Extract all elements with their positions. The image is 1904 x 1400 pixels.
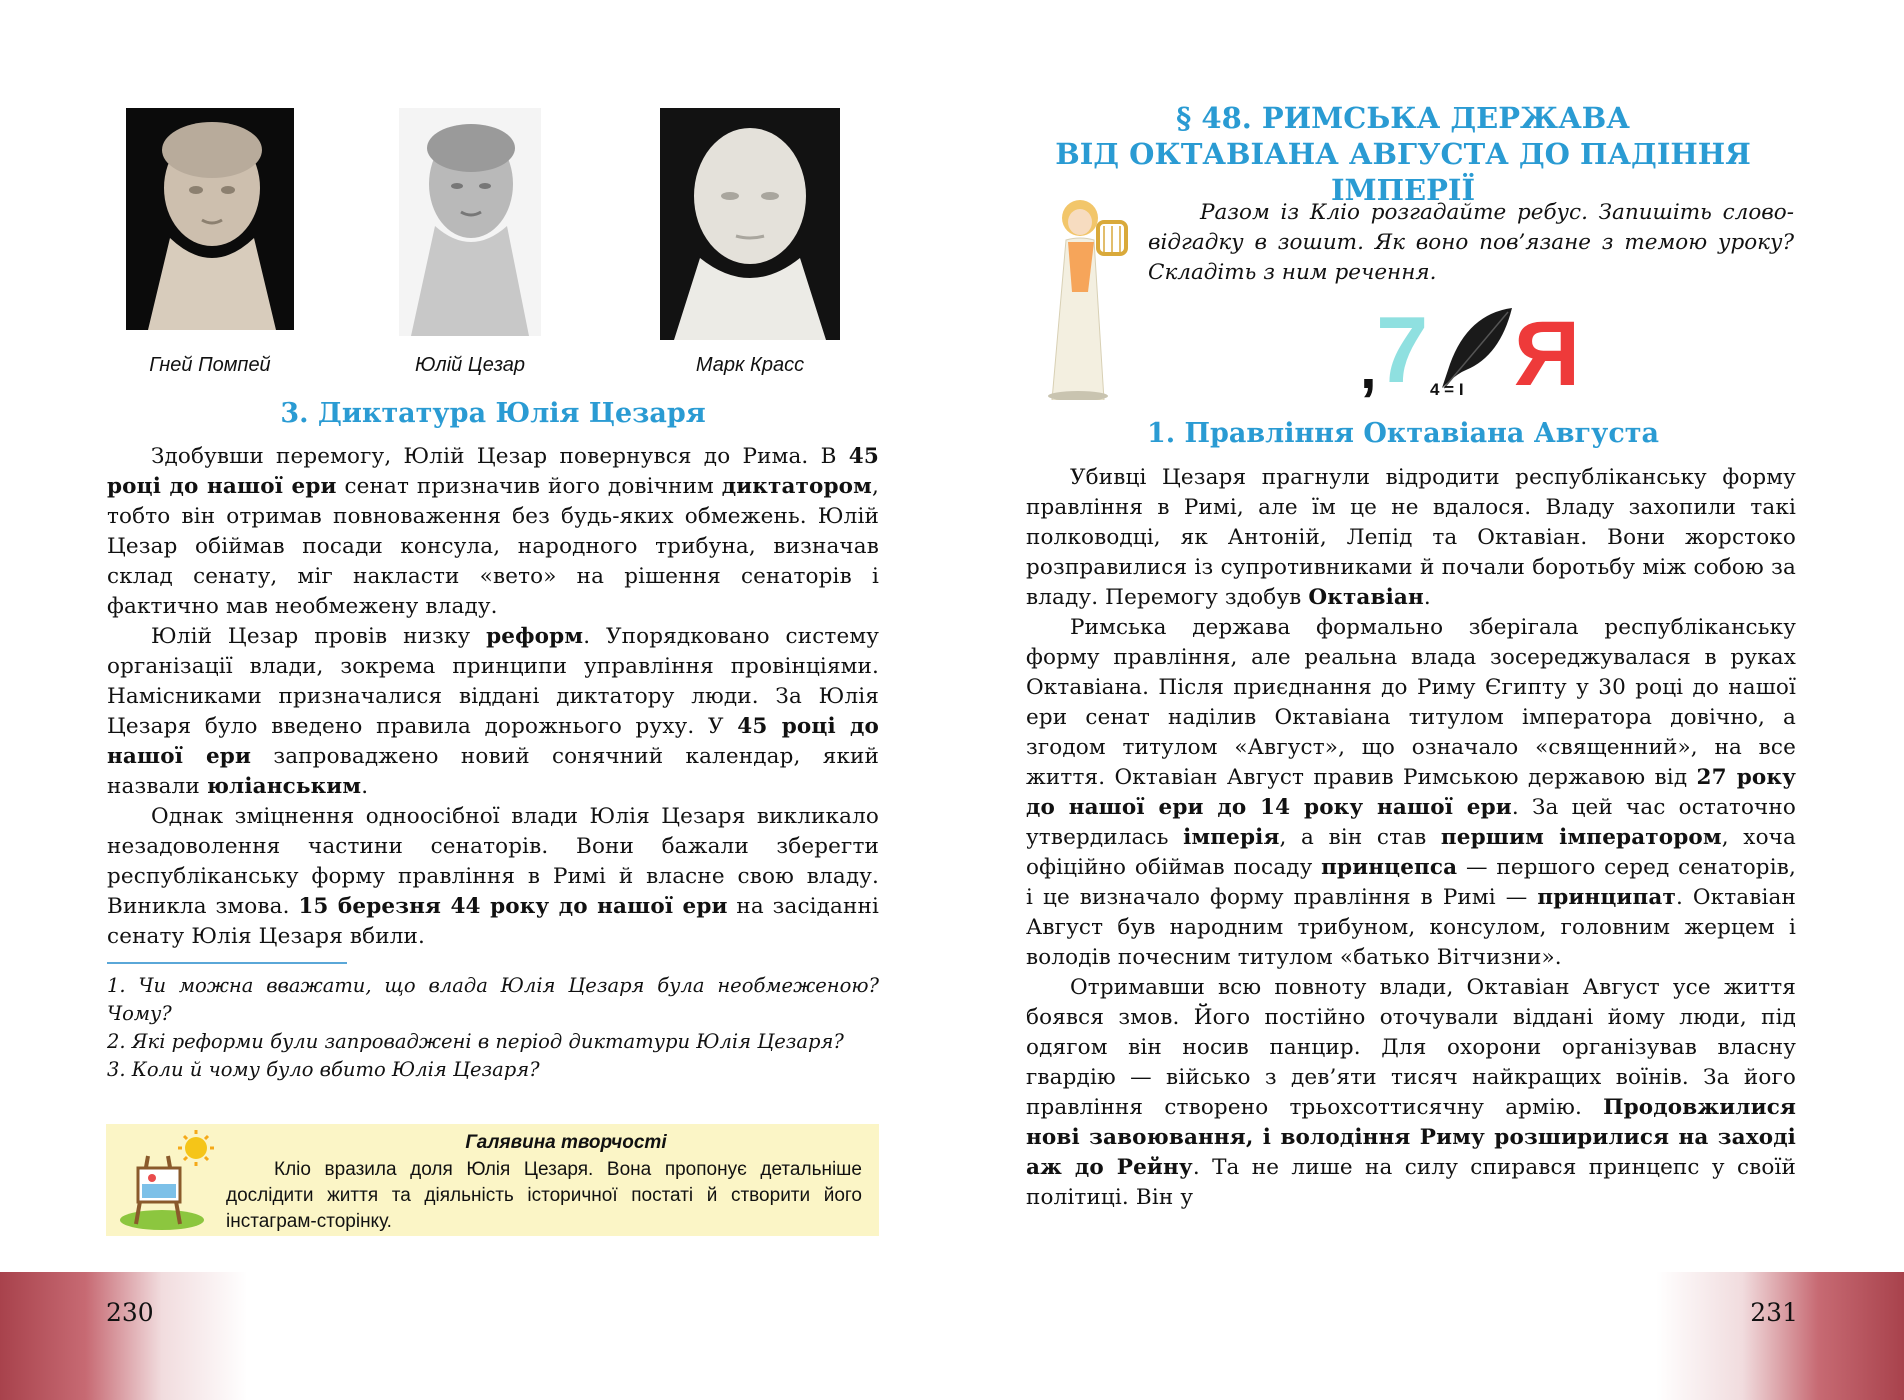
intro-task: Разом із Кліо розгадайте ребус. Запишіть слово-відгадку в зошит. Як воно пов’язане з темою уроку? Складіть з ним речення.: [1148, 200, 1794, 285]
section-title: 1. Правління Октавіана Августа: [1146, 418, 1660, 449]
bust-illustration: [660, 108, 840, 340]
creative-box-title: Галявина творчості: [465, 1132, 667, 1153]
caption-pompey: Гней Помпей: [149, 354, 271, 376]
paragraph: Отримавши всю повноту влади, Октавіан Август усе життя боявся змов. Його постійно оточували віддані йому люди, під одягом він носив панцир. Для охорони організував власну гвардію — військо з дев’яти тисяч найкращих воїнів. За його правління створено трьохсоттисячну армію. Продовжилися нові завоювання, і володіння Риму розширилися на заході аж до Рейну. Та не лише на силу спирався принцепс у своїй політиці. Він у: [1026, 975, 1796, 1210]
bust-illustration: [399, 108, 541, 336]
divider: [107, 962, 347, 964]
section-title: 3. Диктатура Юлія Цезаря: [280, 398, 706, 429]
bust-image-crassus: [660, 108, 840, 340]
portrait-pompey: [100, 108, 320, 376]
review-questions: [107, 972, 879, 1084]
caption-caesar: Юлій Цезар: [414, 354, 526, 376]
page-number: 230: [106, 1298, 154, 1327]
bust-image-caesar: [399, 108, 541, 336]
page-number: 231: [1750, 1298, 1798, 1327]
paragraph: Юлій Цезар провів низку реформ. Упорядковано систему організації влади, зокрема принципи управління провінціями. Намісниками призначалися віддані диктатору люди. За Юлія Цезаря було введено правила дорожнього руху. У 45 році до нашої ери запроваджено новий сонячний календар, який назвали юліанським.: [107, 624, 879, 799]
caption-crassus: Марк Красс: [695, 354, 805, 376]
question-item: 1. Чи можна вважати, що влада Юлія Цезаря була необмеженою? Чому?: [107, 974, 879, 1025]
paragraph: Римська держава формально зберігала республіканську форму правління, але реальна влада зосереджувалася в руках Октавіана. Після приєднання до Риму Єгипту у 30 році до нашої ери сенат наділив Октавіана титулом імператора довічно, а згодом титулом «Август», що означало «священний», на все життя. Октавіан Август правив Римською державою від 27 року до нашої ери до 14 року нашої ери. За цей час остаточно утвердилась імперія, а він став першим імператором, хоча офіційно обіймав посаду принцепса — першого серед сенаторів, і це визначало форму правління в Римі — принципат. Октавіан Август був народним трибуном, консулом, головним жерцем і володів почесним титулом «батько Вітчизни».: [1026, 615, 1796, 970]
right-page: [952, 0, 1904, 1400]
portrait-caesar: [360, 108, 580, 376]
creative-box-text: Кліо вразила доля Юлія Цезаря. Вона пропонує детальніше дослідити життя та діяльність історичної постаті й створити його інстаграм-сторінку.: [226, 1159, 862, 1232]
paragraph: Здобувши перемогу, Юлій Цезар повернувся до Рима. В 45 році до нашої ери сенат призначив його довічним диктатором, тобто він отримав повноваження без будь-яких обмежень. Юлій Цезар обіймав посади консула, народного трибуна, визначав склад сенату, міг накласти «вето» на рішення сенаторів і фактично мав необмежену владу.: [107, 444, 879, 619]
creative-box: [106, 1124, 879, 1236]
rebus-letter: Я: [1514, 303, 1581, 405]
footer-band-left: [0, 1272, 952, 1400]
paragraph: Убивці Цезаря прагнули відродити республіканську форму правління в Римі, але їм це не вдалося. Владу захопили такі полководці, як Антоній, Лепід та Октавіан. Вони жорстоко розправилися із супротивниками й почали боротьбу між собою за владу. Перемогу здобув Октавіан.: [1026, 465, 1796, 610]
question-item: 2. Які реформи були запроваджені в період диктатури Юлія Цезаря?: [107, 1030, 844, 1053]
heading-line: § 48. РИМСЬКА ДЕРЖАВА: [1176, 101, 1630, 135]
body-text: [107, 442, 879, 952]
footer-band-right: [952, 1272, 1904, 1400]
bust-illustration: [126, 108, 294, 330]
clio-muse-illustration: [1038, 196, 1138, 400]
portrait-crassus: [640, 108, 860, 376]
bust-image-pompey: [126, 108, 294, 330]
paragraph-heading: [1008, 100, 1798, 208]
rebus-digit: 7: [1376, 297, 1429, 402]
body-text: [1026, 463, 1796, 1213]
portraits-row: [100, 108, 860, 388]
question-item: 3. Коли й чому було вбито Юлія Цезаря?: [107, 1058, 540, 1081]
rebus-puzzle: [1354, 297, 1594, 410]
rebus-formula: 4 = І: [1430, 380, 1464, 399]
paragraph: Однак зміцнення одноосібної влади Юлія Цезаря викликало незадоволення частини сенаторів. Вони бажали зберегти республіканську форму правління в Римі й власне свою владу. Виникла змова. 15 березня 44 року до нашої ери на засіданні сенату Юлія Цезаря вбили.: [107, 804, 880, 949]
easel-sun-icon: [118, 1128, 218, 1232]
rebus-comma: ,: [1360, 334, 1377, 401]
heading-line: ВІД ОКТАВІАНА АВГУСТА ДО ПАДІННЯ ІМПЕРІЇ: [1055, 137, 1751, 207]
